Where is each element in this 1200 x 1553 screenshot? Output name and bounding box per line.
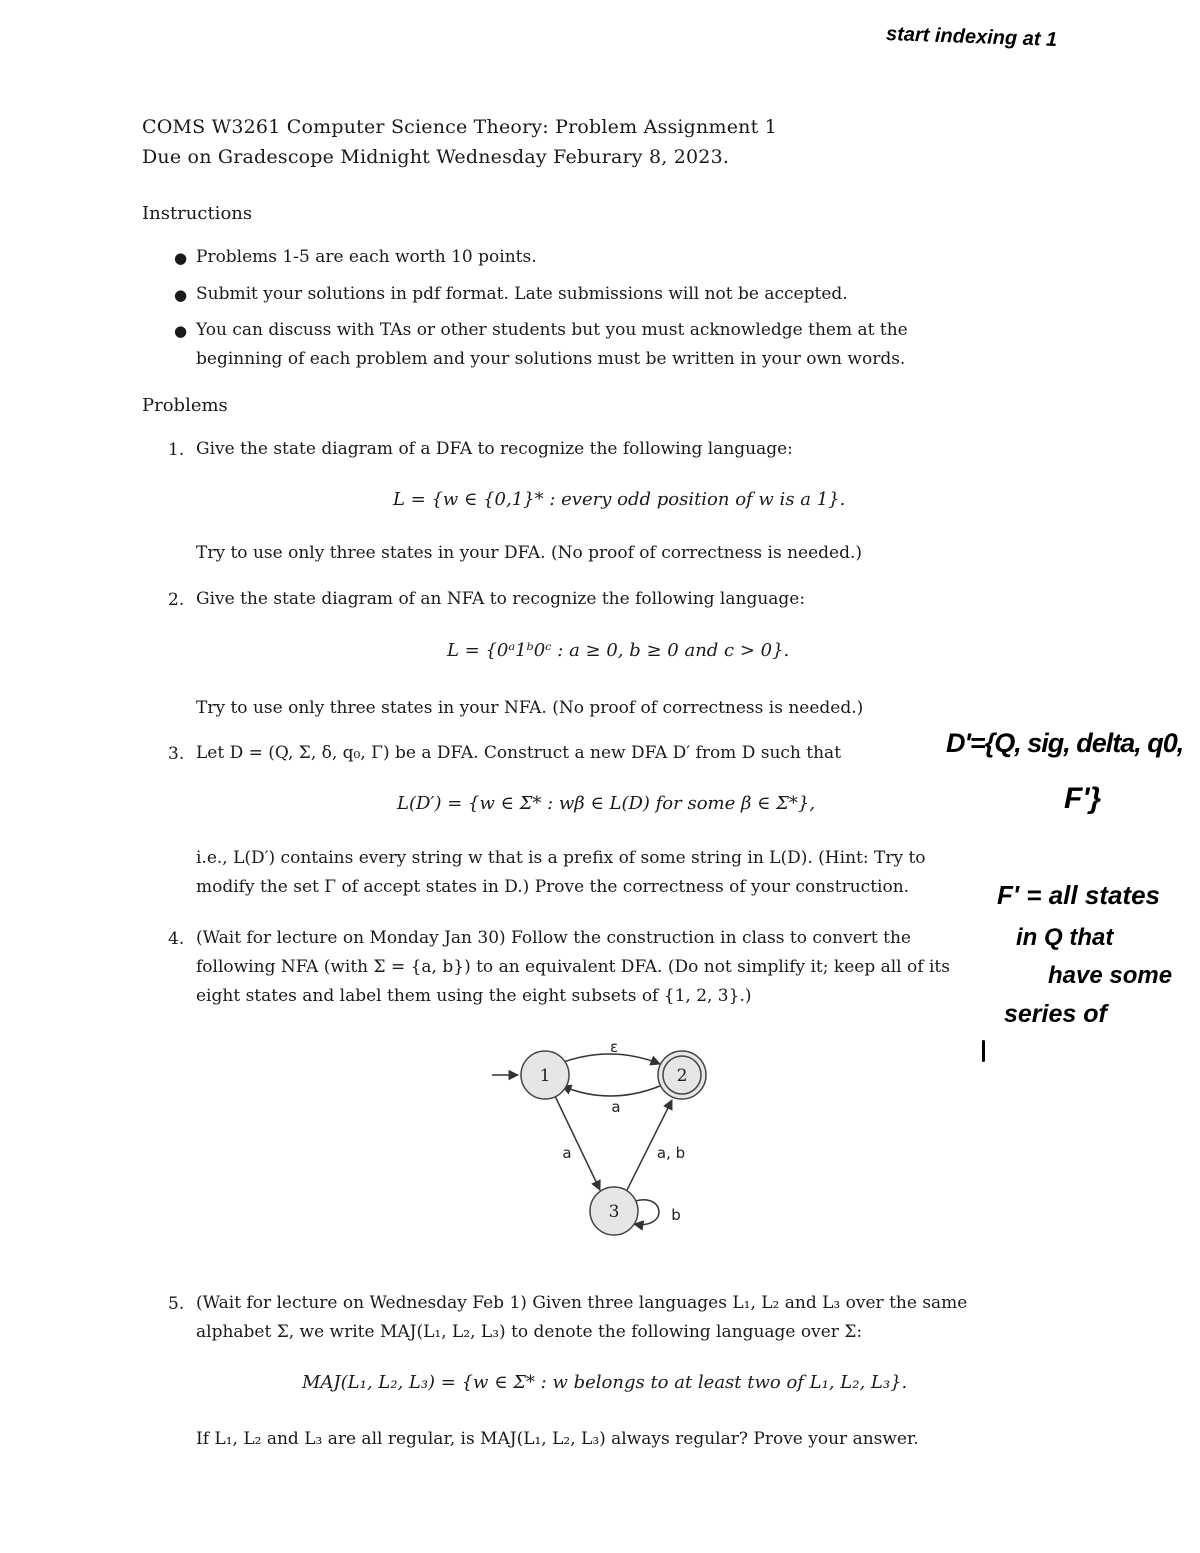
- problem-4-number: 4.: [168, 929, 185, 949]
- handwritten-f-prime-line2: in Q that: [1016, 924, 1114, 951]
- problem-1-text: Give the state diagram of a DFA to recognize the following language:: [196, 439, 793, 459]
- problem-5-line1: (Wait for lecture on Wednesday Feb 1) Given three languages L₁, L₂ and L₃ over the same: [196, 1293, 968, 1313]
- instructions-heading: Instructions: [142, 203, 253, 224]
- handwritten-stroke: [982, 1040, 985, 1062]
- nfa-state-diagram: [480, 1030, 740, 1245]
- problem-5-number: 5.: [168, 1294, 185, 1314]
- problems-heading: Problems: [142, 395, 228, 416]
- edge-2-to-1-a: [562, 1086, 660, 1096]
- edge-1-to-3-a: [555, 1096, 600, 1190]
- problem-3-line2: modify the set Γ of accept states in D.) Prove the correctness of your construction.: [196, 877, 910, 897]
- problem-2-note: Try to use only three states in your NFA. (No proof of correctness is needed.): [196, 698, 864, 718]
- problem-1-number: 1.: [168, 440, 185, 460]
- instruction-item: Submit your solutions in pdf format. Late submissions will not be accepted.: [196, 284, 848, 304]
- state-3-label: 3: [608, 1202, 620, 1222]
- problem-3-number: 3.: [168, 744, 185, 764]
- problem-3-line1: i.e., L(D′) contains every string w that is a prefix of some string in L(D). (Hint: Try to: [196, 848, 926, 868]
- problem-1-note: Try to use only three states in your DFA. (No proof of correctness is needed.): [196, 543, 863, 563]
- handwritten-f-prime-line1: F' = all states: [997, 880, 1160, 910]
- problem-1-formula: L = {w ∈ {0,1}* : every odd position of w is a 1}.: [393, 489, 846, 510]
- assignment-title: COMS W3261 Computer Science Theory: Problem Assignment 1: [142, 116, 777, 138]
- state-1-label: 1: [539, 1066, 551, 1086]
- problem-2-number: 2.: [168, 590, 185, 610]
- edge-label-a-2-1: a: [611, 1098, 621, 1116]
- bullet-icon: ●: [174, 286, 188, 304]
- instruction-item: You can discuss with TAs or other students but you must acknowledge them at the: [196, 320, 908, 340]
- bullet-icon: ●: [174, 249, 188, 267]
- state-2-label: 2: [676, 1066, 688, 1086]
- problem-2-formula: L = {0ᵃ1ᵇ0ᶜ : a ≥ 0, b ≥ 0 and c > 0}.: [447, 640, 790, 661]
- problem-5-line2: alphabet Σ, we write MAJ(L₁, L₂, L₃) to denote the following language over Σ:: [196, 1322, 863, 1342]
- problem-4-line2: following NFA (with Σ = {a, b}) to an equivalent DFA. (Do not simplify it; keep all of its: [196, 957, 950, 977]
- problem-4-line3: eight states and label them using the eight subsets of {1, 2, 3}.): [196, 986, 752, 1006]
- problem-3-formula: L(D′) = {w ∈ Σ* : wβ ∈ L(D) for some β ∈ Σ*},: [397, 793, 816, 814]
- handwritten-d-prime-line2: F'}: [1064, 782, 1102, 815]
- bullet-icon: ●: [174, 322, 188, 340]
- handwritten-top-note: start indexing at 1: [885, 23, 1058, 51]
- edge-label-epsilon: ε: [609, 1038, 619, 1056]
- problem-3-text: Let D = (Q, Σ, δ, q₀, Γ) be a DFA. Construct a new DFA D′ from D such that: [196, 743, 842, 763]
- due-date: Due on Gradescope Midnight Wednesday Feburary 8, 2023.: [142, 146, 730, 168]
- problem-5-formula: MAJ(L₁, L₂, L₃) = {w ∈ Σ* : w belongs to at least two of L₁, L₂, L₃}.: [302, 1372, 908, 1393]
- handwritten-f-prime-line4: series of: [1004, 1000, 1107, 1028]
- handwritten-f-prime-line3: have some: [1048, 962, 1173, 989]
- problem-4-line1: (Wait for lecture on Monday Jan 30) Follow the construction in class to convert the: [196, 928, 911, 948]
- edge-label-ab-3-2: a, b: [656, 1144, 686, 1162]
- instruction-item-continuation: beginning of each problem and your solutions must be written in your own words.: [196, 349, 906, 369]
- edge-label-a-1-3: a: [562, 1144, 572, 1162]
- instruction-item: Problems 1-5 are each worth 10 points.: [196, 247, 537, 267]
- problem-2-text: Give the state diagram of an NFA to recognize the following language:: [196, 589, 806, 609]
- problem-5-question: If L₁, L₂ and L₃ are all regular, is MAJ(L₁, L₂, L₃) always regular? Prove your answer.: [196, 1429, 919, 1449]
- edge-label-b-loop: b: [671, 1206, 681, 1224]
- handwritten-d-prime-line1: D'={Q, sig, delta, q0,: [946, 728, 1184, 758]
